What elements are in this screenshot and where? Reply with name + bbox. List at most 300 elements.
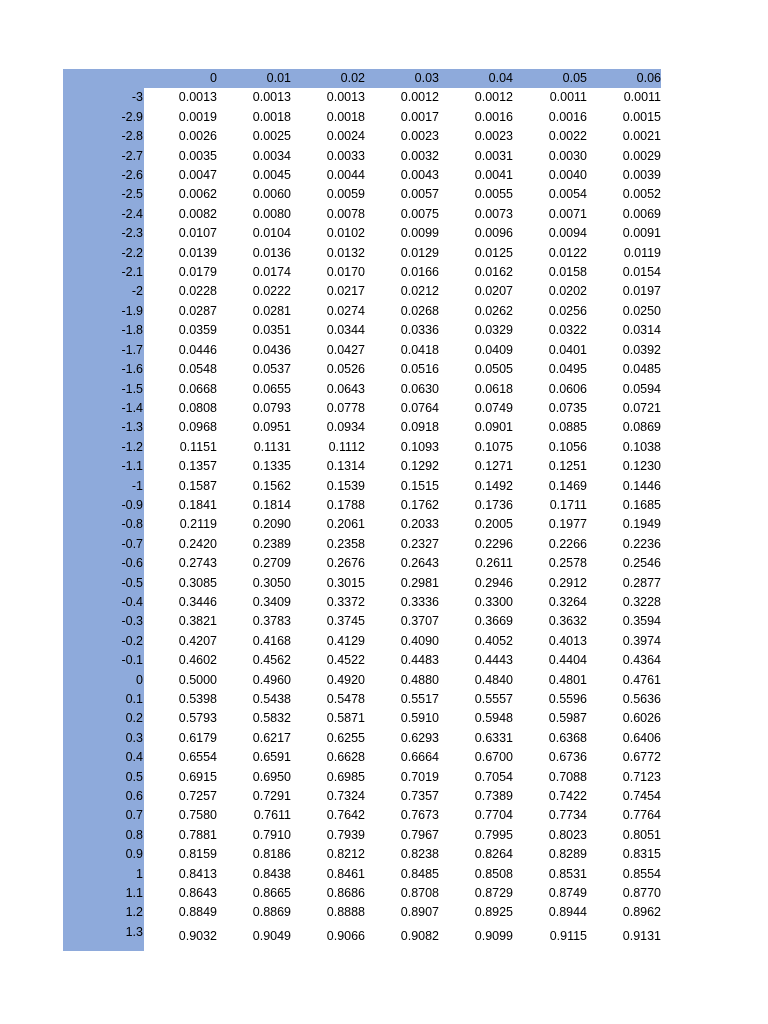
probability-cell: 0.8554 xyxy=(622,866,661,881)
column-header: 0.05 xyxy=(513,69,587,88)
probability-cell: 0.0344 xyxy=(326,323,365,338)
probability-cell: 0.1335 xyxy=(252,459,291,474)
probability-cell: 0.1357 xyxy=(178,459,217,474)
table-row xyxy=(63,477,661,496)
row-header-z: -0.2 xyxy=(63,632,144,651)
probability-cell: 0.0281 xyxy=(252,303,291,318)
probability-cell: 0.7995 xyxy=(474,827,513,842)
probability-cell: 0.3300 xyxy=(474,594,513,609)
probability-cell: 0.0322 xyxy=(548,323,587,338)
probability-cell: 0.8315 xyxy=(622,847,661,862)
probability-cell: 0.0918 xyxy=(400,420,439,435)
probability-cell: 0.8770 xyxy=(622,886,661,901)
probability-cell: 0.8186 xyxy=(252,847,291,862)
row-header-z: 0.7 xyxy=(63,806,144,825)
probability-cell: 0.8485 xyxy=(400,866,439,881)
probability-cell: 0.0162 xyxy=(474,265,513,280)
probability-cell: 0.6331 xyxy=(474,730,513,745)
probability-cell: 0.0446 xyxy=(178,342,217,357)
probability-cell: 0.0016 xyxy=(548,109,587,124)
probability-cell: 0.0154 xyxy=(622,265,661,280)
row-header-z: -0.7 xyxy=(63,535,144,554)
probability-cell: 0.0091 xyxy=(622,226,661,241)
probability-cell: 0.0057 xyxy=(400,187,439,202)
probability-cell: 0.5000 xyxy=(178,672,217,687)
probability-cell: 0.0096 xyxy=(474,226,513,241)
probability-cell: 0.1587 xyxy=(178,478,217,493)
probability-cell: 0.6591 xyxy=(252,750,291,765)
probability-cell: 0.0080 xyxy=(252,206,291,221)
row-header-z: 0.8 xyxy=(63,826,144,845)
probability-cell: 0.0054 xyxy=(548,187,587,202)
probability-cell: 0.0107 xyxy=(178,226,217,241)
probability-cell: 0.0099 xyxy=(400,226,439,241)
probability-cell: 0.3632 xyxy=(548,614,587,629)
probability-cell: 0.0035 xyxy=(178,148,217,163)
probability-cell: 0.0071 xyxy=(548,206,587,221)
probability-cell: 0.3228 xyxy=(622,594,661,609)
probability-cell: 0.4801 xyxy=(548,672,587,687)
probability-cell: 0.7642 xyxy=(326,808,365,823)
probability-cell: 0.6217 xyxy=(252,730,291,745)
table-row xyxy=(63,787,661,806)
probability-cell: 0.0869 xyxy=(622,420,661,435)
row-header-z: -2 xyxy=(63,282,144,301)
probability-cell: 0.8962 xyxy=(622,905,661,920)
probability-cell: 0.7673 xyxy=(400,808,439,823)
probability-cell: 0.3264 xyxy=(548,594,587,609)
probability-cell: 0.4920 xyxy=(326,672,365,687)
probability-cell: 0.3594 xyxy=(622,614,661,629)
probability-cell: 0.0222 xyxy=(252,284,291,299)
probability-cell: 0.1814 xyxy=(252,497,291,512)
probability-cell: 0.0212 xyxy=(400,284,439,299)
probability-cell: 0.7910 xyxy=(252,827,291,842)
table-row xyxy=(63,88,661,107)
probability-cell: 0.8665 xyxy=(252,886,291,901)
probability-cell: 0.1292 xyxy=(400,459,439,474)
probability-cell: 0.0228 xyxy=(178,284,217,299)
row-header-z: -2.5 xyxy=(63,185,144,204)
probability-cell: 0.1075 xyxy=(474,439,513,454)
probability-cell: 0.9082 xyxy=(400,929,439,944)
table-row xyxy=(63,185,661,204)
probability-cell: 0.0047 xyxy=(178,168,217,183)
row-header-z: 0 xyxy=(63,671,144,690)
row-header-z: -0.1 xyxy=(63,651,144,670)
probability-cell: 0.5438 xyxy=(252,692,291,706)
probability-cell: 0.0336 xyxy=(400,323,439,338)
probability-cell: 0.1762 xyxy=(400,497,439,512)
probability-cell: 0.0735 xyxy=(548,400,587,415)
probability-cell: 0.8264 xyxy=(474,847,513,862)
probability-cell: 0.8708 xyxy=(400,886,439,901)
probability-cell: 0.1949 xyxy=(622,517,661,532)
table-row xyxy=(63,826,661,845)
probability-cell: 0.8159 xyxy=(178,847,217,862)
probability-cell: 0.3085 xyxy=(178,575,217,590)
probability-cell: 0.5557 xyxy=(474,692,513,706)
table-row xyxy=(63,418,661,437)
row-header-z: -3 xyxy=(63,88,144,107)
probability-cell: 0.6985 xyxy=(326,769,365,784)
row-header-z: -1.3 xyxy=(63,418,144,437)
probability-cell: 0.1038 xyxy=(622,439,661,454)
probability-cell: 0.6700 xyxy=(474,750,513,765)
probability-cell: 0.0359 xyxy=(178,323,217,338)
probability-cell: 0.8888 xyxy=(326,905,365,920)
table-row xyxy=(63,729,661,748)
probability-cell: 0.6406 xyxy=(622,730,661,745)
row-header-z: 1 xyxy=(63,865,144,884)
probability-cell: 0.0030 xyxy=(548,148,587,163)
row-header-z: -1.1 xyxy=(63,457,144,476)
probability-cell: 0.7291 xyxy=(252,789,291,804)
table-row xyxy=(63,205,661,224)
column-header-row xyxy=(63,69,661,88)
probability-cell: 0.2327 xyxy=(400,536,439,551)
table-row xyxy=(63,127,661,146)
table-body xyxy=(63,88,661,950)
probability-cell: 0.9131 xyxy=(622,929,661,944)
probability-cell: 0.1841 xyxy=(178,497,217,512)
row-header-z: -0.8 xyxy=(63,515,144,534)
probability-cell: 0.7123 xyxy=(622,769,661,784)
probability-cell: 0.2709 xyxy=(252,556,291,571)
probability-cell: 0.7580 xyxy=(178,808,217,823)
probability-cell: 0.2946 xyxy=(474,575,513,590)
row-header-z: -2.4 xyxy=(63,205,144,224)
probability-cell: 0.2611 xyxy=(475,556,513,571)
probability-cell: 0.2033 xyxy=(400,517,439,532)
row-header-z: -0.4 xyxy=(63,593,144,612)
probability-cell: 0.0021 xyxy=(622,129,661,144)
probability-cell: 0.8023 xyxy=(548,827,587,842)
probability-cell: 0.1112 xyxy=(328,439,365,454)
column-header: 0 xyxy=(144,69,217,88)
probability-cell: 0.4483 xyxy=(400,653,439,668)
probability-cell: 0.0016 xyxy=(474,109,513,124)
probability-cell: 0.0031 xyxy=(474,148,513,163)
table-row xyxy=(63,282,661,301)
probability-cell: 0.0102 xyxy=(326,226,365,241)
probability-cell: 0.6293 xyxy=(400,730,439,745)
probability-cell: 0.6255 xyxy=(326,730,365,745)
probability-cell: 0.4052 xyxy=(474,633,513,648)
probability-cell: 0.2676 xyxy=(326,556,365,571)
probability-cell: 0.0011 xyxy=(549,90,587,105)
table-row xyxy=(63,574,661,593)
probability-cell: 0.0351 xyxy=(252,323,291,338)
row-header-z: 1.1 xyxy=(63,884,144,903)
probability-cell: 0.3783 xyxy=(252,614,291,629)
column-header: 0.02 xyxy=(291,69,365,88)
row-header-z: 0.6 xyxy=(63,787,144,806)
table-row xyxy=(63,768,661,787)
row-header-z: -1.6 xyxy=(63,360,144,379)
table-row xyxy=(63,244,661,263)
row-header-z: -1.4 xyxy=(63,399,144,418)
probability-cell: 0.8461 xyxy=(326,866,365,881)
probability-cell: 0.0017 xyxy=(400,109,439,124)
probability-cell: 0.9032 xyxy=(178,929,217,944)
probability-cell: 0.6026 xyxy=(622,711,661,726)
probability-cell: 0.1271 xyxy=(474,459,513,474)
probability-cell: 0.2743 xyxy=(178,556,217,571)
probability-cell: 0.2061 xyxy=(326,517,365,532)
probability-cell: 0.0060 xyxy=(252,187,291,202)
table-row xyxy=(63,399,661,418)
column-header: 0.01 xyxy=(217,69,291,88)
probability-cell: 0.5832 xyxy=(252,711,291,726)
probability-cell: 0.8925 xyxy=(474,905,513,920)
probability-cell: 0.0901 xyxy=(474,420,513,435)
probability-cell: 0.4013 xyxy=(548,633,587,648)
probability-cell: 0.6664 xyxy=(400,750,439,765)
probability-cell: 0.7257 xyxy=(178,789,217,804)
probability-cell: 0.4960 xyxy=(252,672,291,687)
row-header-z: -2.9 xyxy=(63,108,144,127)
table-row xyxy=(63,438,661,457)
probability-cell: 0.0179 xyxy=(178,265,217,280)
probability-cell: 0.7357 xyxy=(400,789,439,804)
probability-cell: 0.0129 xyxy=(400,245,439,260)
probability-cell: 0.7422 xyxy=(548,789,587,804)
probability-cell: 0.0094 xyxy=(548,226,587,241)
probability-cell: 0.0041 xyxy=(474,168,513,183)
table-row xyxy=(63,593,661,612)
probability-cell: 0.3669 xyxy=(474,614,513,629)
probability-cell: 0.0136 xyxy=(252,245,291,260)
probability-cell: 0.0018 xyxy=(252,109,291,124)
probability-cell: 0.0025 xyxy=(252,129,291,144)
probability-cell: 0.0250 xyxy=(622,303,661,318)
table-row xyxy=(63,360,661,379)
probability-cell: 0.9099 xyxy=(474,929,513,944)
probability-cell: 0.0668 xyxy=(178,381,217,396)
probability-cell: 0.5398 xyxy=(178,692,217,706)
probability-cell: 0.7881 xyxy=(178,827,217,842)
probability-cell: 0.0039 xyxy=(622,168,661,183)
probability-cell: 0.1711 xyxy=(549,497,587,512)
probability-cell: 0.0013 xyxy=(252,90,291,105)
z-table xyxy=(63,69,661,951)
row-header-z: -0.6 xyxy=(63,554,144,573)
probability-cell: 0.1788 xyxy=(326,497,365,512)
probability-cell: 0.0630 xyxy=(400,381,439,396)
table-row xyxy=(63,632,661,651)
table-row xyxy=(63,321,661,340)
probability-cell: 0.1230 xyxy=(622,459,661,474)
table-row xyxy=(63,806,661,825)
probability-cell: 0.0485 xyxy=(622,362,661,377)
probability-cell: 0.2643 xyxy=(400,556,439,571)
probability-cell: 0.0122 xyxy=(548,245,587,260)
row-header-z: 0.4 xyxy=(63,748,144,767)
row-header-z: -0.9 xyxy=(63,496,144,515)
probability-cell: 0.0019 xyxy=(178,109,217,124)
probability-cell: 0.6772 xyxy=(622,750,661,765)
probability-cell: 0.2296 xyxy=(474,536,513,551)
row-header-z: -2.6 xyxy=(63,166,144,185)
probability-cell: 0.0033 xyxy=(326,148,365,163)
probability-cell: 0.4880 xyxy=(400,672,439,687)
probability-cell: 0.0022 xyxy=(548,129,587,144)
probability-cell: 0.0174 xyxy=(252,265,291,280)
probability-cell: 0.3446 xyxy=(178,594,217,609)
probability-cell: 0.0043 xyxy=(400,168,439,183)
probability-cell: 0.0170 xyxy=(326,265,365,280)
probability-cell: 0.1056 xyxy=(548,439,587,454)
probability-cell: 0.0034 xyxy=(252,148,291,163)
probability-cell: 0.1736 xyxy=(474,497,513,512)
row-header-z: 0.3 xyxy=(63,729,144,748)
table-row xyxy=(63,341,661,360)
probability-cell: 0.0078 xyxy=(326,206,365,221)
probability-cell: 0.6915 xyxy=(178,769,217,784)
column-header: 0.06 xyxy=(587,69,661,88)
probability-cell: 0.7324 xyxy=(326,789,365,804)
table-row xyxy=(63,535,661,554)
probability-cell: 0.0643 xyxy=(326,381,365,396)
probability-cell: 0.0013 xyxy=(178,90,217,105)
probability-cell: 0.8051 xyxy=(622,827,661,842)
probability-cell: 0.2266 xyxy=(548,536,587,551)
probability-cell: 0.4207 xyxy=(178,633,217,648)
row-header-z: -0.5 xyxy=(63,574,144,593)
probability-cell: 0.0217 xyxy=(326,284,365,299)
table-row xyxy=(63,884,661,903)
row-header-z: -2.3 xyxy=(63,224,144,243)
probability-cell: 0.0012 xyxy=(474,90,513,105)
probability-cell: 0.0505 xyxy=(474,362,513,377)
probability-cell: 0.0023 xyxy=(474,129,513,144)
probability-cell: 0.0062 xyxy=(178,187,217,202)
table-row xyxy=(63,671,661,690)
table-row xyxy=(63,224,661,243)
row-header-z: -2.1 xyxy=(63,263,144,282)
probability-cell: 0.3745 xyxy=(326,614,365,629)
table-row xyxy=(63,380,661,399)
table-row xyxy=(63,108,661,127)
row-header-z: -1.5 xyxy=(63,380,144,399)
probability-cell: 0.8508 xyxy=(474,866,513,881)
probability-cell: 0.1562 xyxy=(252,478,291,493)
table-row xyxy=(63,496,661,515)
probability-cell: 0.5910 xyxy=(400,711,439,726)
probability-cell: 0.1492 xyxy=(474,478,513,493)
row-header-z: 0.1 xyxy=(63,690,144,709)
column-header: 0.04 xyxy=(439,69,513,88)
probability-cell: 0.0764 xyxy=(400,400,439,415)
probability-cell: 0.4443 xyxy=(474,653,513,668)
probability-cell: 0.2005 xyxy=(474,517,513,532)
probability-cell: 0.5871 xyxy=(326,711,365,726)
probability-cell: 0.4840 xyxy=(474,672,513,687)
probability-cell: 0.7704 xyxy=(474,808,513,823)
probability-cell: 0.3372 xyxy=(326,594,365,609)
probability-cell: 0.0023 xyxy=(400,129,439,144)
probability-cell: 0.0073 xyxy=(474,206,513,221)
probability-cell: 0.0207 xyxy=(474,284,513,299)
probability-cell: 0.3974 xyxy=(622,633,661,648)
probability-cell: 0.0132 xyxy=(326,245,365,260)
probability-cell: 0.0256 xyxy=(548,303,587,318)
probability-cell: 0.2119 xyxy=(179,517,217,532)
table-row xyxy=(63,845,661,864)
probability-cell: 0.7389 xyxy=(474,789,513,804)
probability-cell: 0.5793 xyxy=(178,711,217,726)
probability-cell: 0.0055 xyxy=(474,187,513,202)
probability-cell: 0.0314 xyxy=(622,323,661,338)
probability-cell: 0.1251 xyxy=(548,459,587,474)
row-header-z: -1.8 xyxy=(63,321,144,340)
probability-cell: 0.1515 xyxy=(400,478,439,493)
probability-cell: 0.6736 xyxy=(548,750,587,765)
probability-cell: 0.4364 xyxy=(622,653,661,668)
probability-cell: 0.6628 xyxy=(326,750,365,765)
probability-cell: 0.8749 xyxy=(548,886,587,901)
probability-cell: 0.3336 xyxy=(400,594,439,609)
probability-cell: 0.0516 xyxy=(400,362,439,377)
probability-cell: 0.4761 xyxy=(622,672,661,687)
corner-cell xyxy=(63,69,144,88)
probability-cell: 0.0885 xyxy=(548,420,587,435)
probability-cell: 0.2981 xyxy=(400,575,439,590)
probability-cell: 0.4168 xyxy=(252,633,291,648)
probability-cell: 0.1469 xyxy=(548,478,587,493)
probability-cell: 0.4562 xyxy=(252,653,291,668)
probability-cell: 0.8686 xyxy=(326,886,365,901)
probability-cell: 0.8849 xyxy=(178,905,217,920)
probability-cell: 0.8729 xyxy=(474,886,513,901)
probability-cell: 0.2236 xyxy=(622,536,661,551)
probability-cell: 0.0045 xyxy=(252,168,291,183)
probability-cell: 0.0409 xyxy=(474,342,513,357)
probability-cell: 0.4404 xyxy=(548,653,587,668)
probability-cell: 0.0655 xyxy=(252,381,291,396)
probability-cell: 0.4090 xyxy=(400,633,439,648)
row-header-z: 0.2 xyxy=(63,709,144,728)
probability-cell: 0.5636 xyxy=(622,692,661,706)
probability-cell: 0.2578 xyxy=(548,556,587,571)
probability-cell: 0.0082 xyxy=(178,206,217,221)
probability-cell: 0.0526 xyxy=(326,362,365,377)
probability-cell: 0.0119 xyxy=(623,245,661,260)
probability-cell: 0.0202 xyxy=(548,284,587,299)
table-row xyxy=(63,147,661,166)
table-row xyxy=(63,903,661,922)
table-row xyxy=(63,302,661,321)
probability-cell: 0.8289 xyxy=(548,847,587,862)
probability-cell: 0.8869 xyxy=(252,905,291,920)
row-header-z: -0.3 xyxy=(63,612,144,631)
probability-cell: 0.0427 xyxy=(326,342,365,357)
probability-cell: 0.5987 xyxy=(548,711,587,726)
table-row xyxy=(63,865,661,884)
probability-cell: 0.8212 xyxy=(326,847,365,862)
probability-cell: 0.7454 xyxy=(622,789,661,804)
probability-cell: 0.0274 xyxy=(326,303,365,318)
table-row xyxy=(63,515,661,534)
probability-cell: 0.0548 xyxy=(178,362,217,377)
probability-cell: 0.0197 xyxy=(622,284,661,299)
probability-cell: 0.8944 xyxy=(548,905,587,920)
row-header-z: -2.8 xyxy=(63,127,144,146)
row-header-z: -2.7 xyxy=(63,147,144,166)
table-row xyxy=(63,166,661,185)
probability-cell: 0.0032 xyxy=(400,148,439,163)
